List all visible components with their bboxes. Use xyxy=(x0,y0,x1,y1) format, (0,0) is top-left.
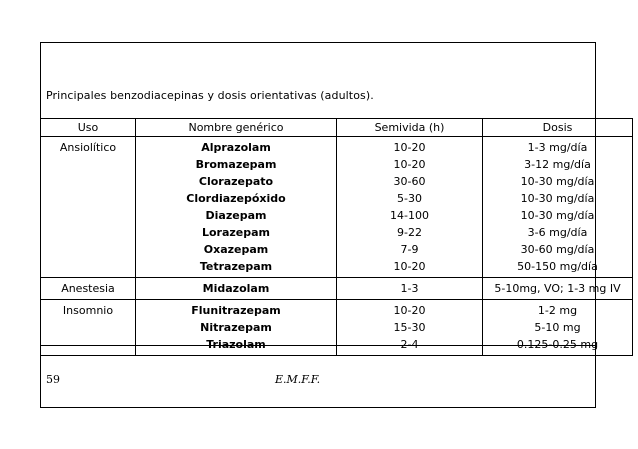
dose-value: 5-10mg, VO; 1-3 mg IV xyxy=(494,282,621,295)
drug-name: Flunitrazepam xyxy=(191,304,281,317)
half-life-value: 30-60 xyxy=(393,175,426,188)
half-life-value: 9-22 xyxy=(397,226,422,239)
table-header-row xyxy=(41,119,633,137)
cell-uso: Ansiolítico xyxy=(41,137,136,278)
drug-name: Midazolam xyxy=(202,282,270,295)
benzodiazepine-table xyxy=(40,118,633,356)
drug-name: Diazepam xyxy=(205,209,267,222)
dose-value: 0.125-0.25 mg xyxy=(516,338,599,351)
cell-semivida xyxy=(337,300,483,356)
drug-name: Bromazepam xyxy=(195,158,277,171)
table-row xyxy=(41,300,633,356)
half-life-value: 10-20 xyxy=(393,158,426,171)
dose-value: 10-30 mg/día xyxy=(520,192,595,205)
half-life-value: 1-3 xyxy=(400,282,419,295)
cell-dosis xyxy=(483,137,633,278)
drug-name: Alprazolam xyxy=(201,141,271,154)
drug-name: Tetrazepam xyxy=(199,260,273,273)
table-row xyxy=(41,137,633,278)
drug-name: Oxazepam xyxy=(203,243,269,256)
dose-value: 3-12 mg/día xyxy=(524,158,591,171)
half-life-value: 10-20 xyxy=(393,260,426,273)
header-dosis: Dosis xyxy=(483,119,633,137)
half-life-value: 10-20 xyxy=(393,141,426,154)
dose-value: 3-6 mg/día xyxy=(527,226,588,239)
cell-semivida xyxy=(337,137,483,278)
half-life-value: 15-30 xyxy=(393,321,426,334)
header-semivida: Semivida (h) xyxy=(337,119,483,137)
cell-uso: Insomnio xyxy=(41,300,136,356)
cell-uso: Anestesia xyxy=(41,278,136,300)
dose-value: 1-2 mg xyxy=(537,304,578,317)
drug-name: Triazolam xyxy=(206,338,266,351)
half-life-value: 7-9 xyxy=(400,243,419,256)
cell-nombre-generico xyxy=(136,278,337,300)
dose-value: 1-3 mg/día xyxy=(527,141,588,154)
header-nombre-generico: Nombre genérico xyxy=(136,119,337,137)
header-uso: Uso xyxy=(41,119,136,137)
footer-rule xyxy=(40,345,596,346)
table-row xyxy=(41,278,633,300)
dose-value: 10-30 mg/día xyxy=(520,209,595,222)
half-life-value: 14-100 xyxy=(390,209,429,222)
cell-dosis xyxy=(483,300,633,356)
cell-nombre-generico xyxy=(136,137,337,278)
dose-value: 30-60 mg/día xyxy=(520,243,595,256)
cell-semivida xyxy=(337,278,483,300)
dose-value: 10-30 mg/día xyxy=(520,175,595,188)
table-caption: Principales benzodiacepinas y dosis orientativas (adultos). xyxy=(46,89,374,102)
dose-value: 5-10 mg xyxy=(534,321,581,334)
drug-name: Clordiazepóxido xyxy=(186,192,286,205)
half-life-value: 5-30 xyxy=(397,192,422,205)
half-life-value: 2-4 xyxy=(400,338,419,351)
footer-organization: E.M.F.F. xyxy=(275,373,321,386)
drug-name: Clorazepato xyxy=(198,175,274,188)
cell-dosis xyxy=(483,278,633,300)
half-life-value: 10-20 xyxy=(393,304,426,317)
page-number: 59 xyxy=(46,373,60,386)
cell-nombre-generico xyxy=(136,300,337,356)
drug-name: Lorazepam xyxy=(201,226,271,239)
dose-value: 50-150 mg/día xyxy=(517,260,598,273)
drug-name: Nitrazepam xyxy=(200,321,272,334)
